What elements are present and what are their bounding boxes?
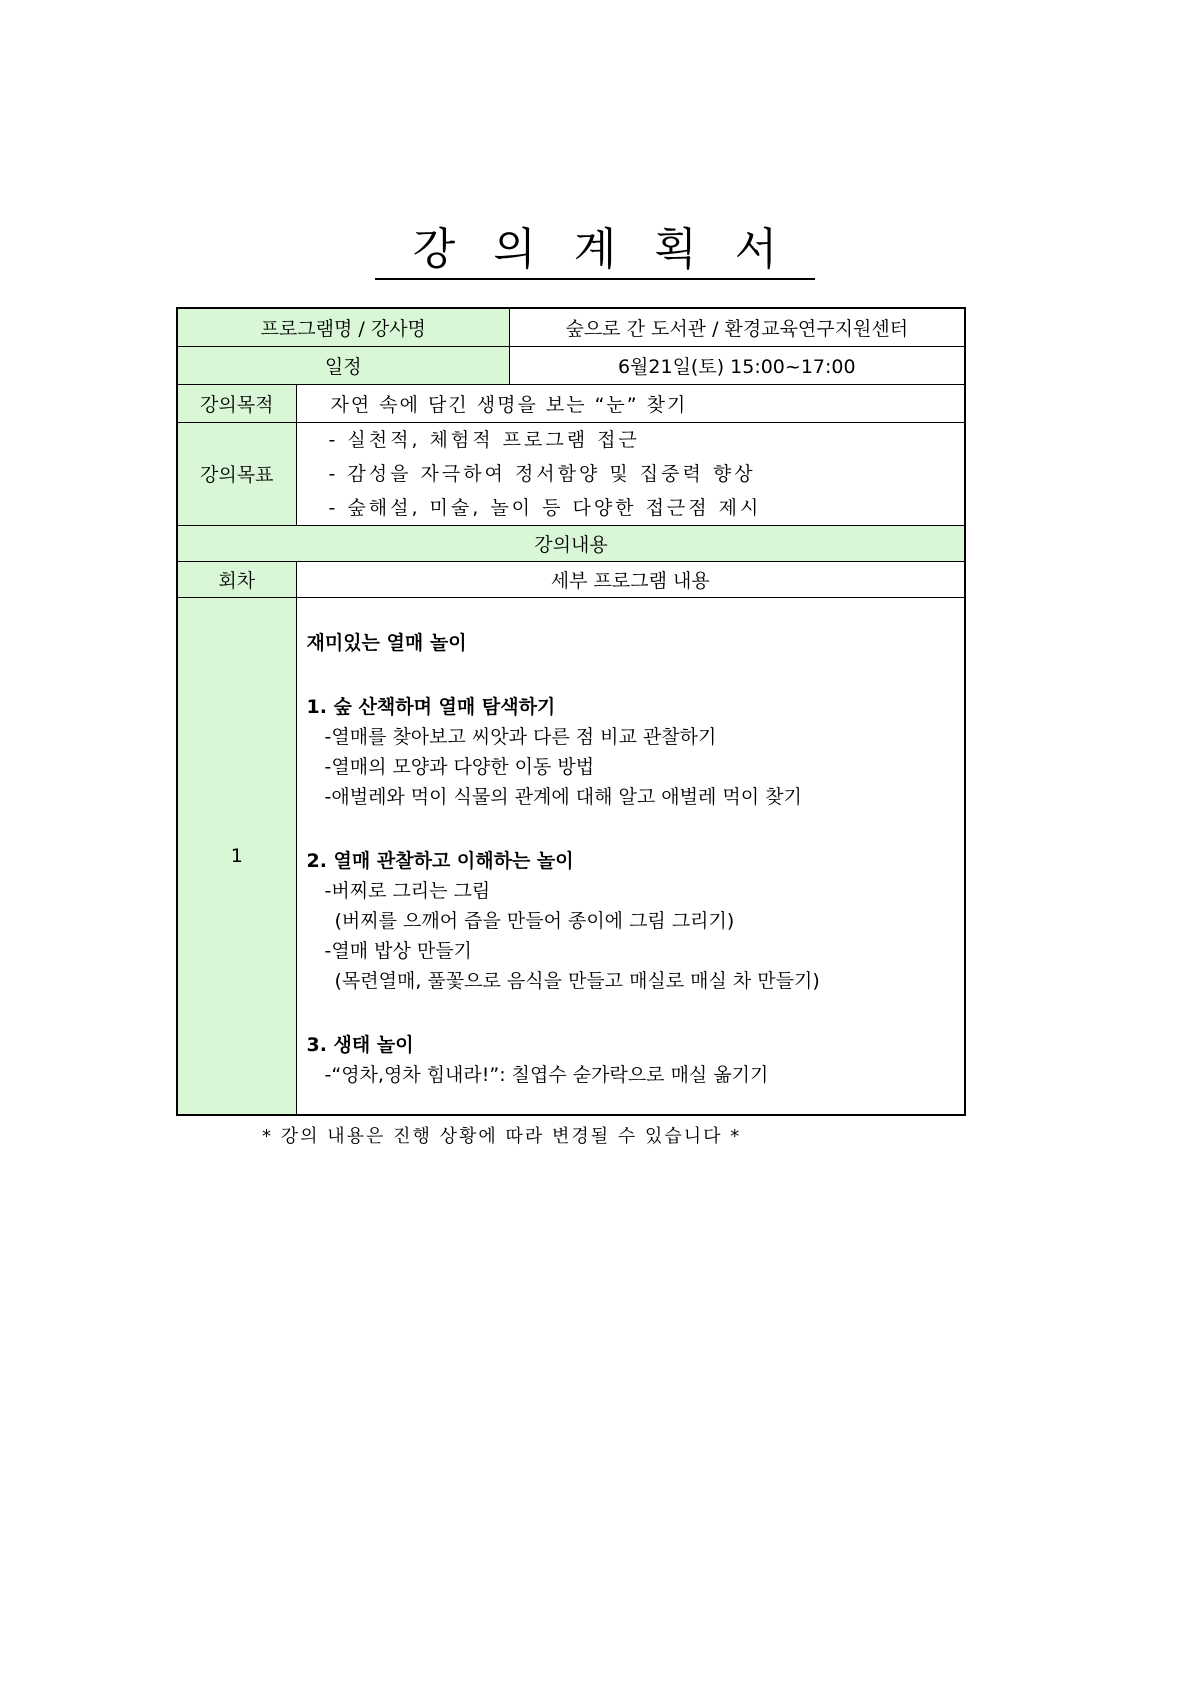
column-header-row [177, 561, 965, 597]
document-title: 강의계획서 [375, 222, 816, 280]
schedule-row [177, 346, 965, 384]
section-3-title: 3. 생태 놀이 [306, 1033, 414, 1056]
section-1-item: -열매를 찾아보고 씨앗과 다른 점 비교 관찰하기 [324, 725, 717, 748]
detail-column-header: 세부 프로그램 내용 [296, 561, 965, 597]
section-2-item: -열매 밥상 만들기 [324, 939, 472, 962]
section-2-subitem: (목련열매, 풀꽃으로 음식을 만들고 매실로 매실 차 만들기) [334, 969, 820, 992]
program-value: 숲으로 간 도서관 / 환경교육연구지원센터 [509, 308, 965, 346]
section-1-item: -애벌레와 먹이 식물의 관계에 대해 알고 애벌레 먹이 찾기 [324, 785, 802, 808]
goals-label: 강의목표 [177, 422, 296, 525]
goal-item: - 숲해설, 미술, 놀이 등 다양한 접근점 제시 [328, 496, 762, 519]
goal-item: - 감성을 자극하여 정서함양 및 집중력 향상 [328, 462, 756, 485]
document-title-wrap [0, 222, 1190, 280]
schedule-label: 일정 [177, 346, 509, 384]
goals-list [296, 422, 965, 525]
goal-item: - 실천적, 체험적 프로그램 접근 [328, 428, 640, 451]
program-label: 프로그램명 / 강사명 [177, 308, 509, 346]
purpose-row [177, 384, 965, 422]
section-1-title: 1. 숲 산책하며 열매 탐색하기 [306, 695, 556, 718]
footnote: * 강의 내용은 진행 상황에 따라 변경될 수 있습니다 * [262, 1126, 742, 1147]
section-2-subitem: (버찌를 으깨어 즙을 만들어 종이에 그림 그리기) [334, 909, 735, 932]
purpose-value: 자연 속에 담긴 생명을 보는 “눈” 찾기 [296, 384, 965, 422]
session-row [177, 597, 965, 1115]
program-row [177, 308, 965, 346]
purpose-label: 강의목적 [177, 384, 296, 422]
content-header-row [177, 525, 965, 561]
schedule-value: 6월21일(토) 15:00~17:00 [509, 346, 965, 384]
content-header: 강의내용 [177, 525, 965, 561]
section-2-item: -버찌로 그리는 그림 [324, 879, 491, 902]
content-heading: 재미있는 열매 놀이 [306, 631, 467, 654]
session-content [296, 597, 965, 1115]
section-3-item: -“영차,영차 힘내라!”: 칠엽수 숟가락으로 매실 옮기기 [324, 1063, 769, 1086]
section-1-item: -열매의 모양과 다양한 이동 방법 [324, 755, 595, 778]
lecture-plan-table [176, 307, 966, 1116]
session-number: 1 [177, 597, 296, 1115]
section-2-title: 2. 열매 관찰하고 이해하는 놀이 [306, 849, 574, 872]
goals-row [177, 422, 965, 525]
session-column-header: 회차 [177, 561, 296, 597]
